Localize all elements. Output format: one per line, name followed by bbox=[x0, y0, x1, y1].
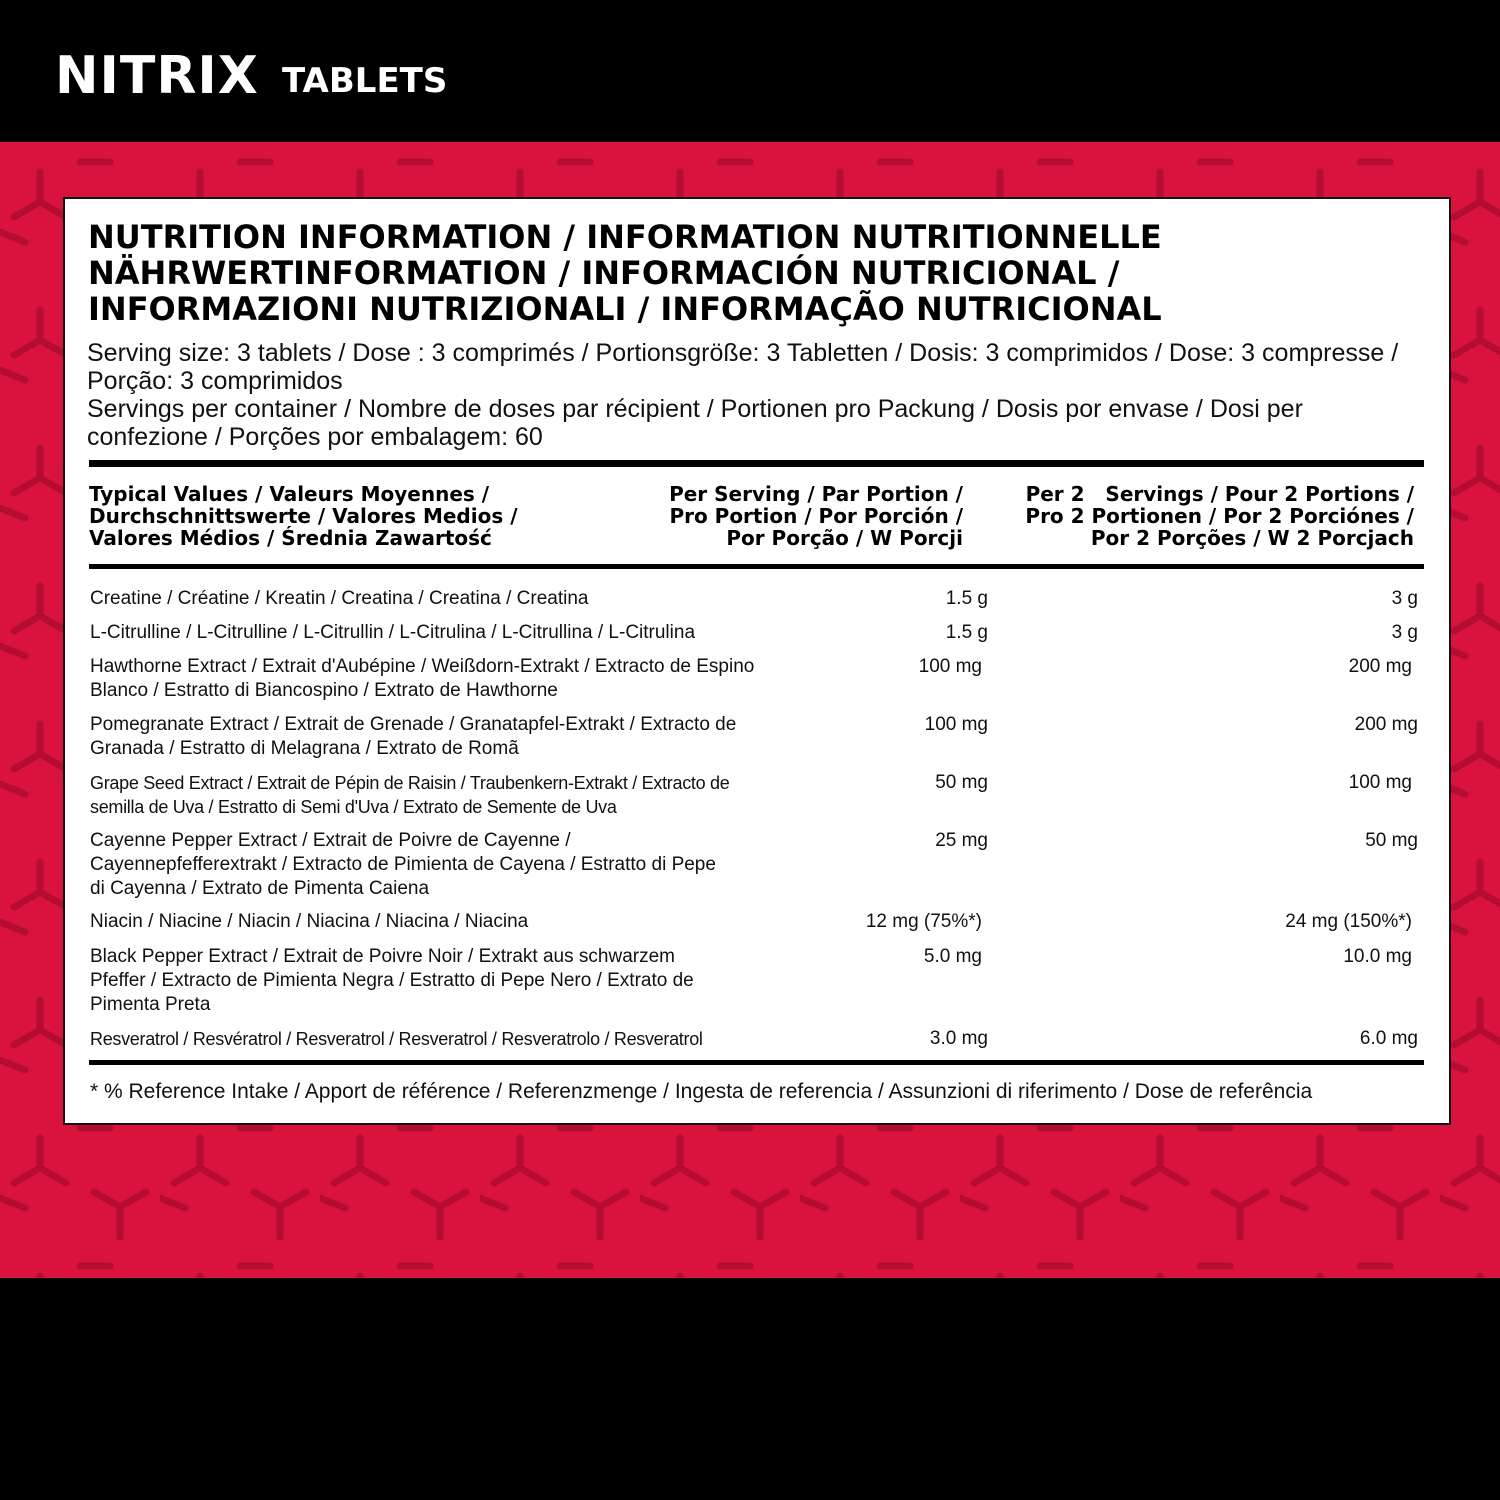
reference-intake-footnote: * % Reference Intake / Apport de référence / Referenzmenge / Ingesta de referencia / Assunzioni di riferimento / Dose de referência bbox=[90, 1080, 1313, 1103]
serving-size: Serving size: 3 tablets / Dose : 3 comprimés / Portionsgröße: 3 Tabletten / Dosis: 3 comprimidos / Dose: 3 compresse / Porção: 3 comprimidos bbox=[87, 339, 1399, 395]
column-header-values-line: Durchschnittswerte / Valores Medios / bbox=[89, 504, 518, 528]
nutrient-name: Hawthorne Extract / Extrait d'Aubépine / Weißdorn-Extrakt / Extracto de Espino Blanco / Estratto di Biancospino / Extrato de Hawthorne bbox=[90, 656, 755, 701]
per-2-servings-value: 200 mg bbox=[1354, 714, 1418, 735]
nutrient-name: L-Citrulline / L-Citrulline / L-Citrullin / L-Citrulina / L-Citrullina / L-Citrulina bbox=[90, 622, 696, 643]
column-header-values bbox=[89, 483, 518, 549]
per-serving-value: 3.0 mg bbox=[929, 1028, 988, 1049]
nutrient-name: Pomegranate Extract / Extrait de Grenade / Granatapfel-Extrakt / Extracto de Granada / Estratto di Melagrana / Extrato de Romã bbox=[90, 714, 737, 759]
column-header-per-serving bbox=[669, 483, 963, 549]
nutrition-panel bbox=[63, 197, 1451, 1125]
per-2-servings-value: 3 g bbox=[1391, 588, 1418, 609]
per-2-servings-value: 10.0 mg bbox=[1343, 946, 1412, 967]
brand-name: NITRIX bbox=[55, 46, 259, 106]
table-top-rule bbox=[89, 460, 1424, 467]
per-2-servings-value: 100 mg bbox=[1348, 772, 1412, 793]
per-serving-value: 100 mg bbox=[924, 714, 988, 735]
column-header-per-serving-line: Por Porção / W Porcji bbox=[726, 526, 963, 550]
per-2-servings-value: 50 mg bbox=[1365, 830, 1418, 851]
per-2-servings-value: 3 g bbox=[1391, 622, 1418, 643]
servings-per-container: Servings per container / Nombre de doses par récipient / Portionen pro Packung / Dosis por envase / Dosi per confezione / Porções por embalagem: 60 bbox=[87, 395, 1303, 451]
header-bottom-rule bbox=[89, 564, 1424, 569]
brand-subtitle: TABLETS bbox=[282, 61, 448, 101]
table-bottom-rule bbox=[89, 1060, 1424, 1065]
column-header-per-serving-line: Per Serving / Par Portion / bbox=[669, 482, 963, 506]
nutrient-name: Cayenne Pepper Extract / Extrait de Poivre de Cayenne / Cayennepfefferextrakt / Extracto de Pimienta de Cayena / Estratto di Pepe di Cayenna / Extrato de Pimenta Caiena bbox=[90, 830, 716, 899]
per-serving-value: 100 mg bbox=[918, 656, 982, 677]
per-2-servings-value: 200 mg bbox=[1348, 656, 1412, 677]
column-header-per-2-line: Per 2 Servings / Pour 2 Portions / bbox=[1025, 482, 1414, 506]
column-header-per-serving-line: Pro Portion / Por Porción / bbox=[669, 504, 963, 528]
per-serving-value: 12 mg (75%*) bbox=[865, 911, 982, 932]
bottom-bar bbox=[0, 1278, 1500, 1500]
panel-title-line-2: NÄHRWERTINFORMATION / INFORMACIÓN NUTRICIONAL / bbox=[88, 254, 1120, 292]
panel-title-line-1: NUTRITION INFORMATION / INFORMATION NUTRITIONNELLE bbox=[88, 218, 1162, 256]
per-serving-value: 1.5 g bbox=[945, 588, 988, 609]
nutrient-name: Creatine / Créatine / Kreatin / Creatina / Creatina / Creatina bbox=[90, 588, 589, 609]
per-serving-value: 5.0 mg bbox=[923, 946, 982, 967]
per-serving-value: 1.5 g bbox=[945, 622, 988, 643]
per-serving-value: 25 mg bbox=[935, 830, 988, 851]
nutrient-name: Grape Seed Extract / Extrait de Pépin de Raisin / Traubenkern-Extrakt / Extracto de semilla de Uva / Estratto di Semi d'Uva / Extrato de Semente de Uva bbox=[90, 773, 730, 817]
column-header-per-2-line: Por 2 Porções / W 2 Porcjach bbox=[1090, 526, 1414, 550]
top-bar bbox=[0, 0, 1500, 142]
per-2-servings-value: 6.0 mg bbox=[1359, 1028, 1418, 1049]
column-header-per-2-servings bbox=[1025, 483, 1414, 549]
column-header-per-2-line: Pro 2 Portionen / Por 2 Porciónes / bbox=[1025, 504, 1414, 528]
per-serving-value: 50 mg bbox=[935, 772, 988, 793]
nutrient-name: Resveratrol / Resvératrol / Resveratrol / Resveratrol / Resveratrolo / Resveratrol bbox=[90, 1029, 703, 1049]
nutrient-name: Black Pepper Extract / Extrait de Poivre Noir / Extrakt aus schwarzem Pfeffer / Extracto de Pimienta Negra / Estratto di Pepe Nero / Extrato de Pimenta Preta bbox=[90, 946, 694, 1015]
nutrient-name: Niacin / Niacine / Niacin / Niacina / Niacina / Niacina bbox=[90, 911, 529, 932]
panel-title-line-3: INFORMAZIONI NUTRIZIONALI / INFORMAÇÃO NUTRICIONAL bbox=[88, 290, 1162, 328]
per-2-servings-value: 24 mg (150%*) bbox=[1285, 911, 1412, 932]
column-header-values-line: Valores Médios / Średnia Zawartość bbox=[89, 526, 492, 550]
column-header-values-line: Typical Values / Valeurs Moyennes / bbox=[89, 482, 490, 506]
